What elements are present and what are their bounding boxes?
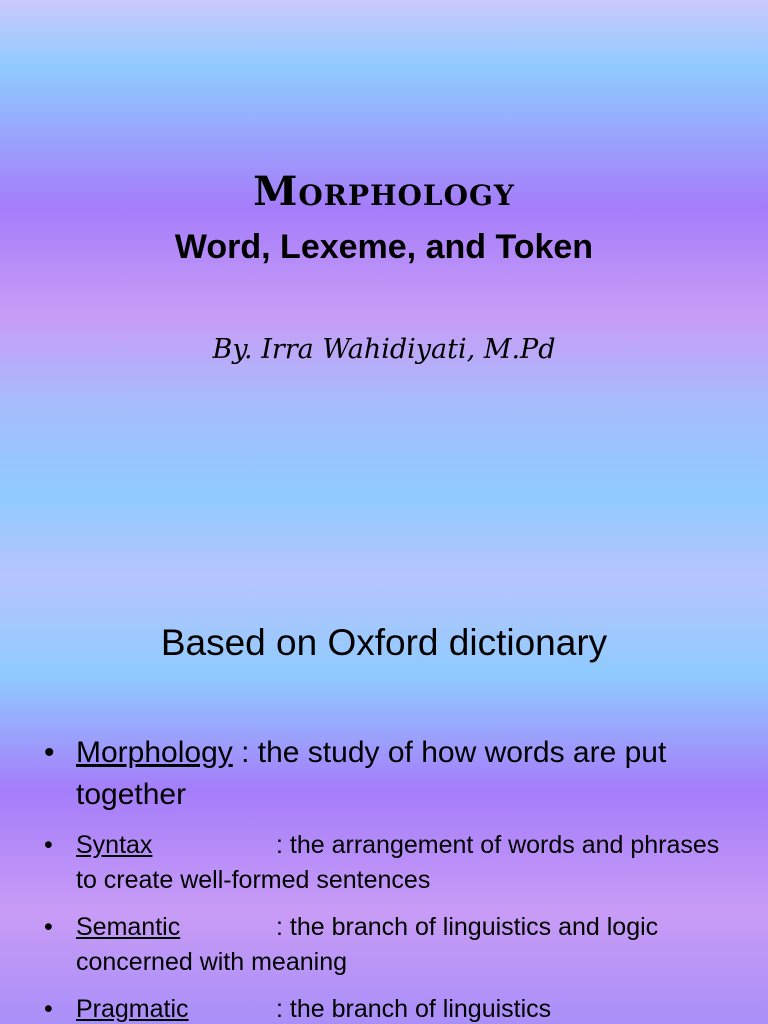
bullet-icon: • (44, 831, 53, 859)
bullet-icon: • (44, 995, 53, 1023)
author-line: By. Irra Wahidiyati, M.Pd (212, 334, 556, 365)
list-item (44, 732, 744, 816)
list-item (44, 828, 744, 898)
list-item (44, 992, 744, 1024)
definition-syntax: : the arrangement of words and phrases to create well-formed sentences (76, 831, 720, 894)
term-semantic: Semantic (76, 913, 181, 941)
term-morphology: Morphology (76, 736, 233, 769)
term-pragmatic: Pragmatic (76, 995, 189, 1023)
definition-list (44, 732, 744, 1024)
bullet-icon: • (44, 736, 55, 769)
bullet-icon: • (44, 913, 53, 941)
term-syntax: Syntax (76, 831, 153, 859)
slide-title: Morphology (253, 168, 515, 215)
definition-morphology: : the study of how words are put together (76, 736, 667, 811)
list-item (44, 910, 744, 980)
definition-semantic: : the branch of linguistics and logic concerned with meaning (76, 913, 659, 976)
definitions-title: Based on Oxford dictionary (160, 622, 608, 663)
definitions-slide (0, 576, 768, 1024)
definition-pragmatic: : the branch of linguistics (276, 995, 552, 1023)
slide-subtitle: Word, Lexeme, and Token (174, 228, 594, 266)
